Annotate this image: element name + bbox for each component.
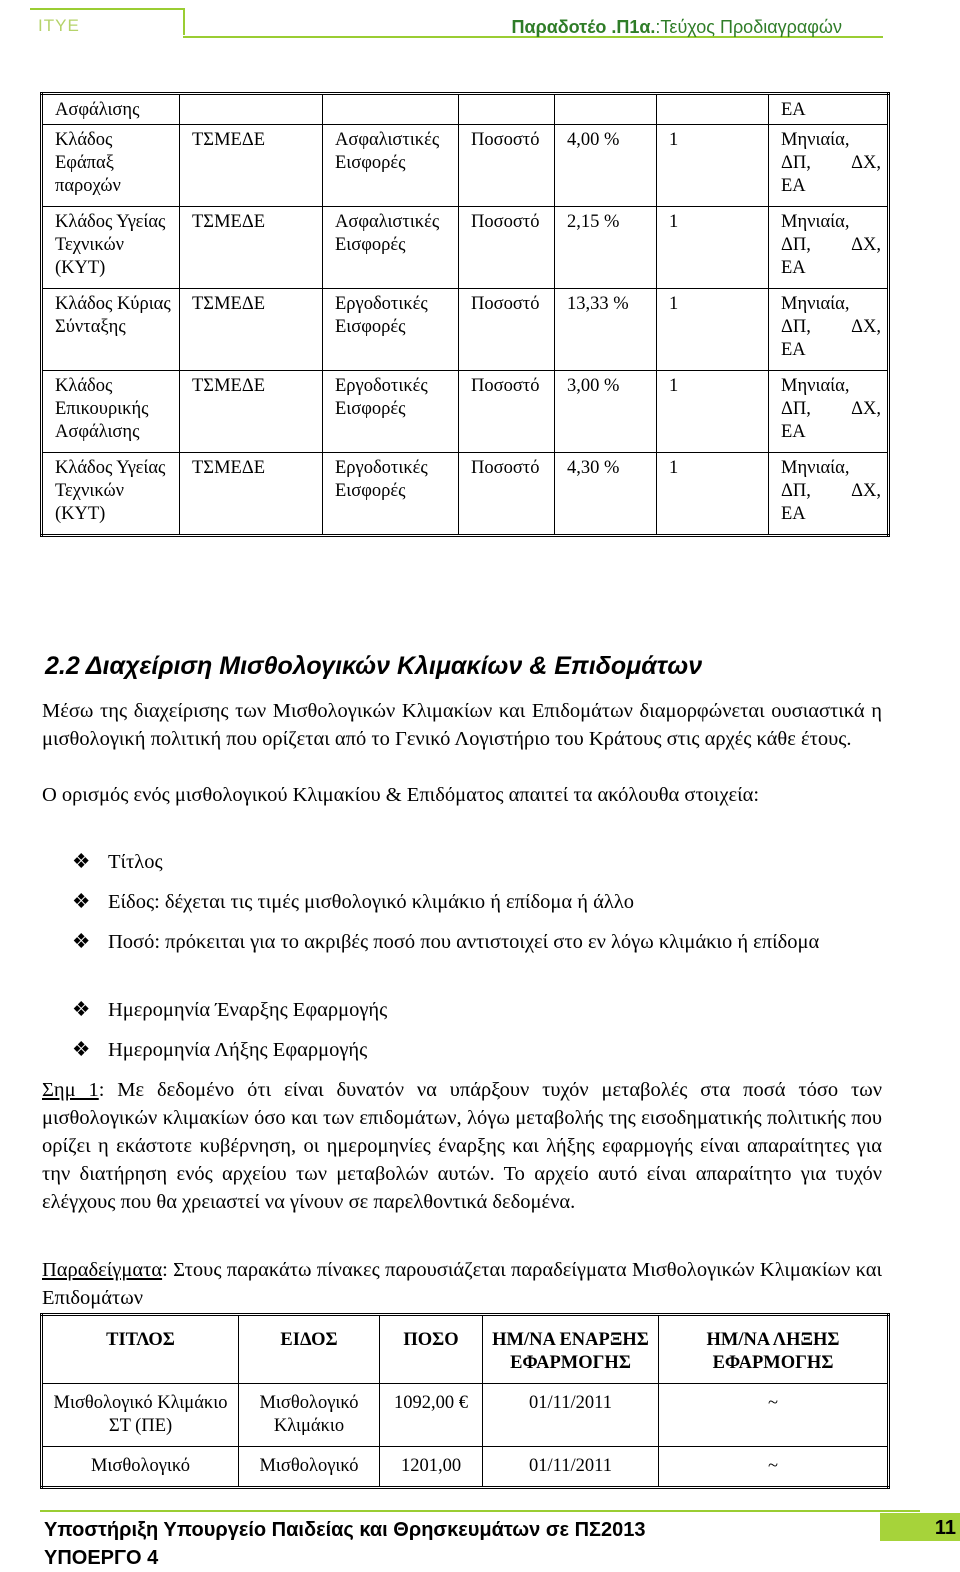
table-cell-frequency — [769, 371, 889, 453]
table-cell: 1 — [657, 207, 769, 289]
header-doc-rest: :Τεύχος Προδιαγραφών — [655, 17, 842, 37]
bullet-item: ❖ Ποσό: πρόκειται για το ακριβές ποσό που αντιστοιχεί στο εν λόγω κλιμάκιο ή επίδομα — [72, 928, 882, 956]
table-cell: Ασφαλιστικές Εισφορές — [323, 125, 459, 207]
table-row — [42, 1447, 889, 1488]
table-cell-frequency — [769, 94, 889, 125]
table-row — [42, 207, 889, 289]
frequency-line: ΔΠ, ΔΧ, — [781, 481, 881, 501]
table-row — [42, 289, 889, 371]
table-cell: Εργοδοτικές Εισφορές — [323, 371, 459, 453]
header-logo-box — [30, 8, 185, 35]
note-label: Σημ 1 — [42, 1079, 99, 1101]
table-cell: Κλάδος Εφάπαξ παροχών — [42, 125, 180, 207]
frequency-line: ΕΑ — [781, 504, 806, 524]
table-header-row — [42, 1315, 889, 1384]
table-cell: Ασφάλισης — [42, 94, 180, 125]
frequency-line: Μηνιαία, — [781, 294, 850, 314]
table-cell: ΤΣΜΕΔΕ — [180, 207, 323, 289]
section-heading: 2.2 Διαχείριση Μισθολογικών Κλιμακίων & Επιδομάτων — [45, 652, 703, 680]
diamond-bullet-icon: ❖ — [72, 931, 91, 953]
table-cell-frequency — [769, 289, 889, 371]
examples-paragraph — [42, 1256, 882, 1312]
header-doc-title — [512, 17, 843, 38]
table-cell — [323, 94, 459, 125]
diamond-bullet-icon: ❖ — [72, 999, 91, 1021]
table-row — [42, 94, 889, 125]
table-cell: Μισθολογικό Κλιμάκιο ΣΤ (ΠΕ) — [42, 1384, 239, 1447]
bullet-item: ❖ Τίτλος — [72, 848, 882, 876]
header-logo-text: ΙΤΥΕ — [38, 16, 80, 35]
frequency-line: Μηνιαία, — [781, 376, 850, 396]
diamond-bullet-icon: ❖ — [72, 851, 91, 873]
table-cell: 1 — [657, 453, 769, 536]
table-cell: 2,15 % — [555, 207, 657, 289]
table-cell: 4,00 % — [555, 125, 657, 207]
table-cell: Μισθολογικό — [42, 1447, 239, 1488]
frequency-line: ΕΑ — [781, 258, 806, 278]
table-cell: 01/11/2011 — [483, 1384, 659, 1447]
frequency-line: ΔΠ, ΔΧ, — [781, 399, 881, 419]
table-cell: Μισθολογικό Κλιμάκιο — [239, 1384, 380, 1447]
table-cell: 1 — [657, 289, 769, 371]
examples-label: Παραδείγματα — [42, 1259, 163, 1281]
table-cell: Κλάδος Επικουρικής Ασφάλισης — [42, 371, 180, 453]
note-text: : Με δεδομένο ότι είναι δυνατόν να υπάρξουν τυχόν μεταβολές στα ποσά τόσο των μισθολογικών κλιμακίων όσο και των επιδομάτων, λόγω μεταβολής της εισοδηματικής πολιτικής που ορίζει η εκάστοτε κυβέρνηση, οι ημερομηνίες έναρξης και λήξης εφαρμογής είναι απαραίτητες για την διατήρηση ενός αρχείου των μεταβολών αυτών. Το αρχείο αυτό είναι απαραίτητο για τυχόν ελέγχους που θα χρειαστεί να γίνουν σε παρελθοντικά δεδομένα. — [42, 1079, 882, 1213]
column-header: ΠΟΣΟ — [380, 1315, 483, 1384]
diamond-bullet-icon: ❖ — [72, 1039, 91, 1061]
table-cell: Ποσοστό — [459, 371, 555, 453]
page-number: 11 — [934, 1517, 956, 1539]
header-doc-bold: Παραδοτέο .Π1α. — [511, 17, 656, 37]
table-cell: 01/11/2011 — [483, 1447, 659, 1488]
table-cell: 1201,00 — [380, 1447, 483, 1488]
table-row — [42, 125, 889, 207]
table-cell: ~ — [659, 1447, 889, 1488]
table-cell: ΤΣΜΕΔΕ — [180, 371, 323, 453]
frequency-line: Μηνιαία, — [781, 458, 850, 478]
frequency-line: ΕΑ — [781, 176, 806, 196]
footer-project: Υποστήριξη Υπουργείο Παιδείας και Θρησκευμάτων σε ΠΣ2013 — [44, 1519, 646, 1541]
bullet-item: ❖ Ημερομηνία Έναρξης Εφαρμογής — [72, 996, 882, 1024]
table-row — [42, 1384, 889, 1447]
table-cell: 1 — [657, 371, 769, 453]
table-cell: Ποσοστό — [459, 289, 555, 371]
column-header: ΤΙΤΛΟΣ — [42, 1315, 239, 1384]
paragraph-intro: Μέσω της διαχείρισης των Μισθολογικών Κλιμακίων και Επιδομάτων διαμορφώνεται ουσιαστικά η μισθολογική πολιτική που ορίζεται από το Γενικό Λογιστήριο του Κράτους στις αρχές κάθε έτους. — [42, 700, 882, 750]
bullet-item: ❖ Είδος: δέχεται τις τιμές μισθολογικό κλιμάκιο ή επίδομα ή άλλο — [72, 888, 882, 916]
contributions-table — [40, 92, 890, 537]
table-cell-frequency — [769, 207, 889, 289]
footer-rule — [40, 1510, 920, 1512]
frequency-line: ΔΠ, ΔΧ, — [781, 153, 881, 173]
column-header: ΗΜ/ΝΑ ΛΗΞΗΣ ΕΦΑΡΜΟΓΗΣ — [659, 1315, 889, 1384]
table-cell — [555, 94, 657, 125]
table-cell: 13,33 % — [555, 289, 657, 371]
salary-scales-table — [40, 1313, 890, 1489]
table-cell: 1092,00 € — [380, 1384, 483, 1447]
bullet-item: ❖ Ημερομηνία Λήξης Εφαρμογής — [72, 1036, 882, 1064]
table-cell — [180, 94, 323, 125]
table-cell: Κλάδος Κύριας Σύνταξης — [42, 289, 180, 371]
table-row — [42, 371, 889, 453]
table-cell — [657, 94, 769, 125]
table-cell: 1 — [657, 125, 769, 207]
column-header: ΗΜ/ΝΑ ΕΝΑΡΞΗΣ ΕΦΑΡΜΟΓΗΣ — [483, 1315, 659, 1384]
paragraph-definition: Ο ορισμός ενός μισθολογικού Κλιμακίου & Επιδόματος απαιτεί τα ακόλουθα στοιχεία: — [42, 784, 760, 806]
table-cell: 4,30 % — [555, 453, 657, 536]
frequency-line: ΕΑ — [781, 422, 806, 442]
table-cell: Κλάδος Υγείας Τεχνικών (ΚΥΤ) — [42, 207, 180, 289]
frequency-line: ΔΠ, ΔΧ, — [781, 235, 881, 255]
page-number-box — [880, 1513, 960, 1541]
frequency-line: Μηνιαία, — [781, 212, 850, 232]
frequency-line: ΕΑ — [781, 340, 806, 360]
frequency-line: ΕΑ — [781, 100, 806, 120]
table-cell: Κλάδος Υγείας Τεχνικών (ΚΥΤ) — [42, 453, 180, 536]
table-cell: ΤΣΜΕΔΕ — [180, 289, 323, 371]
table-cell: ΤΣΜΕΔΕ — [180, 125, 323, 207]
table-cell: Ασφαλιστικές Εισφορές — [323, 207, 459, 289]
column-header: ΕΙΔΟΣ — [239, 1315, 380, 1384]
frequency-line: Μηνιαία, — [781, 130, 850, 150]
frequency-line: ΔΠ, ΔΧ, — [781, 317, 881, 337]
table-cell: Ποσοστό — [459, 453, 555, 536]
table-cell: 3,00 % — [555, 371, 657, 453]
table-cell: Ποσοστό — [459, 125, 555, 207]
table-cell: Εργοδοτικές Εισφορές — [323, 453, 459, 536]
footer-text — [44, 1516, 646, 1572]
table-row — [42, 453, 889, 536]
table-cell: Ποσοστό — [459, 207, 555, 289]
footer-subproject: ΥΠΟΕΡΓΟ 4 — [44, 1547, 159, 1569]
table-cell: ΤΣΜΕΔΕ — [180, 453, 323, 536]
table-cell-frequency — [769, 453, 889, 536]
note-paragraph — [42, 1076, 882, 1216]
table-cell-frequency — [769, 125, 889, 207]
table-cell: Μισθολογικό — [239, 1447, 380, 1488]
table-cell — [459, 94, 555, 125]
table-cell: ~ — [659, 1384, 889, 1447]
table-cell: Εργοδοτικές Εισφορές — [323, 289, 459, 371]
examples-text: : Στους παρακάτω πίνακες παρουσιάζεται παραδείγματα Μισθολογικών Κλιμακίων και Επιδομάτων — [42, 1259, 882, 1309]
diamond-bullet-icon: ❖ — [72, 891, 91, 913]
